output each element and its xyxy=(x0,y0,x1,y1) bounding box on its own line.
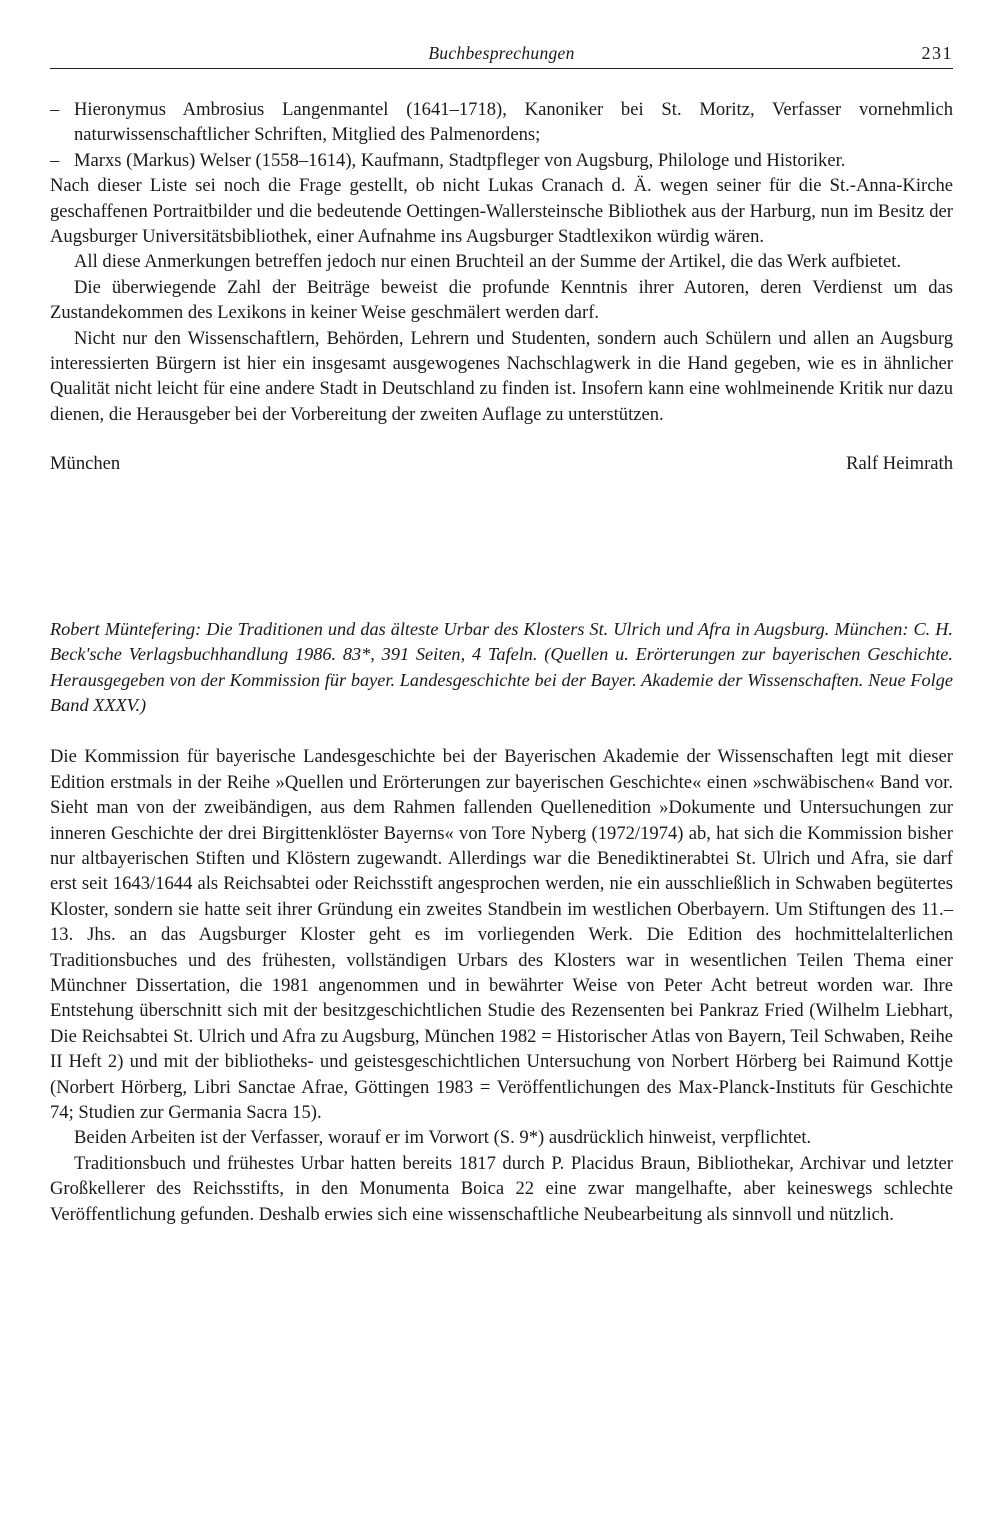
page-number: 231 xyxy=(921,43,953,63)
list-item xyxy=(50,148,953,173)
paragraph: Die Kommission für bayerische Landesgeschichte bei der Bayerischen Akademie der Wissenschaften legt mit dieser Edition erstmals in der Reihe »Quellen und Erörterungen zur bayerischen Geschichte« einen »schwäbischen« Band vor. Sieht man von der zweibändigen, aus dem Rahmen fallenden Quellenedition »Dokumente und Untersuchungen zur inneren Geschichte der drei Birgittenklöster Bayerns« von Tore Nyberg (1972/1974) ab, hat sich die Kommission bisher nur altbayerischen Stiften und Klöstern zugewandt. Allerdings war die Benediktinerabtei St. Ulrich und Afra, sie darf erst seit 1643/1644 als Reichsabtei oder Reichsstift angesprochen werden, nie ein ausschließlich in Schwaben begütertes Kloster, sondern sie hatte seit ihrer Gründung ein zweites Standbein im westlichen Oberbayern. Um Stiftungen des 11.–13. Jhs. an das Augsburger Kloster geht es im vorliegenden Werk. Die Edition des hochmittelalterlichen Traditionsbuches und des frühesten, vollständigen Urbars des Klosters war in wesentlichen Teilen Thema einer Münchner Dissertation, die 1981 angenommen und in bewährter Weise von Peter Acht betreut worden war. Ihre Entstehung überschnitt sich mit der besitzgeschichtlichen Studie des Rezensenten bei Pankraz Fried (Wilhelm Liebhart, Die Reichsabtei St. Ulrich und Afra zu Augsburg, München 1982 = Historischer Atlas von Bayern, Teil Schwaben, Reihe II Heft 2) und mit der bibliotheks- und geistesgeschichtlichen Untersuchung von Norbert Hörberg bei Raimund Kottje (Norbert Hörberg, Libri Sanctae Afrae, Göttingen 1983 = Veröffentlichungen des Max-Planck-Instituts für Geschichte 74; Studien zur Germania Sacra 15). xyxy=(50,746,953,1123)
dash-marker: – xyxy=(50,149,60,171)
running-title: Buchbesprechungen xyxy=(428,43,575,63)
dash-marker: – xyxy=(50,99,60,120)
paragraph: Beiden Arbeiten ist der Verfasser, worauf er im Vorwort (S. 9*) ausdrücklich hinweist, verpflichtet. xyxy=(74,1127,812,1149)
signature-place: München xyxy=(50,453,121,475)
paragraph: Nach dieser Liste sei noch die Frage gestellt, ob nicht Lukas Cranach d. Ä. wegen seiner für die St.-Anna-Kirche geschaffenen Portraitbilder und die bedeutende Oettingen-Wallersteinsche Bibliothek aus der Harburg, nun im Besitz der Augsburger Universitätsbibliothek, einer Aufnahme ins Augsburger Stadtlexikon würdig wären. xyxy=(50,175,953,248)
signature-line xyxy=(50,451,953,476)
paragraph: Traditionsbuch und frühestes Urbar hatten bereits 1817 durch P. Placidus Braun, Bibliothekar, Archivar und letzter Großkellerer des Reichsstifts, in den Monumenta Boica 22 eine zwar mangelhafte, aber keineswegs schlechte Veröffentlichung gefunden. Deshalb erwies sich eine wissenschaftliche Neubearbeitung als sinnvoll und nützlich. xyxy=(50,1152,953,1225)
running-header xyxy=(50,38,953,69)
list-item xyxy=(50,97,953,148)
paragraph: Nicht nur den Wissenschaftlern, Behörden, Lehrern und Studenten, sondern auch Schülern und allen an Augsburg interessierten Bürgern ist hier ein insgesamt ausgewogenes Nachschlagwerk in die Hand gegeben, wie es in ähnlicher Qualität nicht leicht für eine andere Stadt in Deutschland zu finden ist. Insofern kann eine wohlmeinende Kritik nur dazu dienen, die Herausgeber bei der Vorbereitung der zweiten Auflage zu unterstützen. xyxy=(50,327,953,425)
list-item-text: Hieronymus Ambrosius Langenmantel (1641–1718), Kanoniker bei St. Moritz, Verfasser vornehmlich naturwissenschaftlicher Schriften, Mitglied des Palmenordens; xyxy=(74,99,953,146)
review-body xyxy=(50,744,953,1227)
paragraph: All diese Anmerkungen betreffen jedoch nur einen Bruchteil an der Summe der Artikel, die das Werk aufbietet. xyxy=(74,251,902,273)
review-heading: Robert Müntefering: Die Traditionen und das älteste Urbar des Klosters St. Ulrich und Afra in Augsburg. München: C. H. Beck'sche Verlagsbuchhandlung 1986. 83*, 391 Seiten, 4 Tafeln. (Quellen u. Erörterungen zur bayerischen Geschichte. Herausgegeben von der Kommission für bayer. Landesgeschichte bei der Bayer. Akademie der Wissenschaften. Neue Folge Band XXXV.) xyxy=(50,618,953,715)
page xyxy=(50,38,953,1227)
bullet-list xyxy=(50,97,953,173)
paragraph: Die überwiegende Zahl der Beiträge beweist die profunde Kenntnis ihrer Autoren, deren Verdienst um das Zustandekommen des Lexikons in keiner Weise geschmälert werden darf. xyxy=(50,276,953,324)
list-item-text: Marxs (Markus) Welser (1558–1614), Kaufmann, Stadtpfleger von Augsburg, Philologe und Historiker. xyxy=(74,149,846,171)
signature-author: Ralf Heimrath xyxy=(846,453,953,475)
